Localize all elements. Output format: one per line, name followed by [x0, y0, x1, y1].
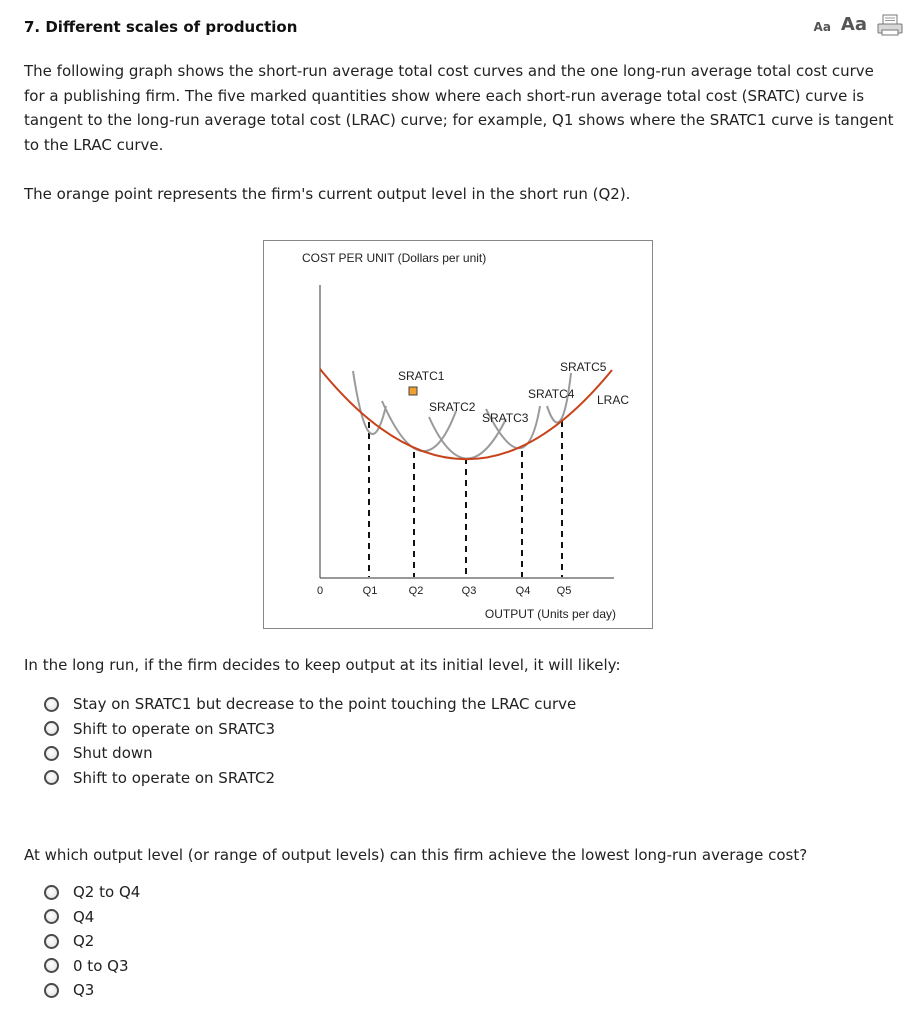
- x-tick-q4: Q4: [515, 585, 531, 597]
- radio-button[interactable]: [44, 983, 59, 998]
- radio-button[interactable]: [44, 934, 59, 949]
- radio-button[interactable]: [44, 958, 59, 973]
- long-run-options: [44, 692, 576, 790]
- radio-button[interactable]: [44, 885, 59, 900]
- long-run-option[interactable]: [44, 717, 576, 742]
- origin-label: 0: [316, 585, 324, 597]
- x-tick-q1: Q1: [362, 585, 378, 597]
- radio-button[interactable]: [44, 909, 59, 924]
- option-label: Q3: [73, 981, 95, 1000]
- x-tick-q3: Q3: [461, 585, 477, 597]
- sratc5-label: SRATC5: [560, 360, 607, 374]
- long-run-option[interactable]: [44, 766, 576, 791]
- radio-button[interactable]: [44, 746, 59, 761]
- option-label: Shift to operate on SRATC3: [73, 719, 276, 738]
- toolbar: [814, 14, 903, 36]
- radio-button[interactable]: [44, 770, 59, 785]
- sratc1-label: SRATC1: [398, 369, 445, 383]
- sratc2-label: SRATC2: [429, 400, 476, 414]
- question-title: 7. Different scales of production: [24, 18, 298, 36]
- option-label: Q2: [73, 932, 95, 951]
- decrease-font-button[interactable]: Aa: [813, 20, 831, 34]
- current-output-note: The orange point represents the firm's current output level in the short run (Q2).: [24, 185, 631, 203]
- lowest-cost-option[interactable]: [44, 905, 140, 930]
- sratc4-label: SRATC4: [528, 387, 575, 401]
- option-label: Stay on SRATC1 but decrease to the point touching the LRAC curve: [73, 695, 577, 714]
- y-axis-label: COST PER UNIT (Dollars per unit): [302, 251, 487, 265]
- cost-curves-graph: [263, 240, 653, 629]
- lowest-cost-option[interactable]: [44, 929, 140, 954]
- x-tick-q5: Q5: [556, 585, 572, 597]
- lowest-cost-options: [44, 880, 140, 1003]
- question-lowest-cost-prompt: At which output level (or range of output levels) can this firm achieve the lowest long-run average cost?: [24, 846, 808, 864]
- printer-icon[interactable]: [877, 14, 903, 36]
- x-axis-label: OUTPUT (Units per day): [484, 607, 616, 621]
- x-tick-q2: Q2: [408, 585, 424, 597]
- lrac-curve: [320, 369, 612, 459]
- current-output-point[interactable]: [409, 387, 417, 395]
- radio-button[interactable]: [44, 697, 59, 712]
- sratc3-label: SRATC3: [482, 411, 529, 425]
- lowest-cost-option[interactable]: [44, 978, 140, 1003]
- option-label: Q2 to Q4: [73, 883, 141, 902]
- option-label: 0 to Q3: [73, 956, 129, 975]
- radio-button[interactable]: [44, 721, 59, 736]
- lowest-cost-option[interactable]: [44, 954, 140, 979]
- intro-paragraph: The following graph shows the short-run average total cost curves and the one long-run average total cost curve for a publishing firm. The five marked quantities show where each short-run average total cost (SRATC) curve is tangent to the long-run average total cost (LRAC) curve; for example, Q1 shows where the SRATC1 curve is tangent to the LRAC curve.: [24, 62, 894, 154]
- question-long-run-prompt: In the long run, if the firm decides to keep output at its initial level, it will likely:: [24, 656, 621, 674]
- lowest-cost-option[interactable]: [44, 880, 140, 905]
- option-label: Q4: [73, 907, 95, 926]
- option-label: Shut down: [73, 744, 153, 763]
- lrac-label: LRAC: [597, 393, 630, 407]
- long-run-option[interactable]: [44, 692, 576, 717]
- option-label: Shift to operate on SRATC2: [73, 768, 276, 787]
- increase-font-button[interactable]: Aa: [840, 14, 867, 35]
- long-run-option[interactable]: [44, 741, 576, 766]
